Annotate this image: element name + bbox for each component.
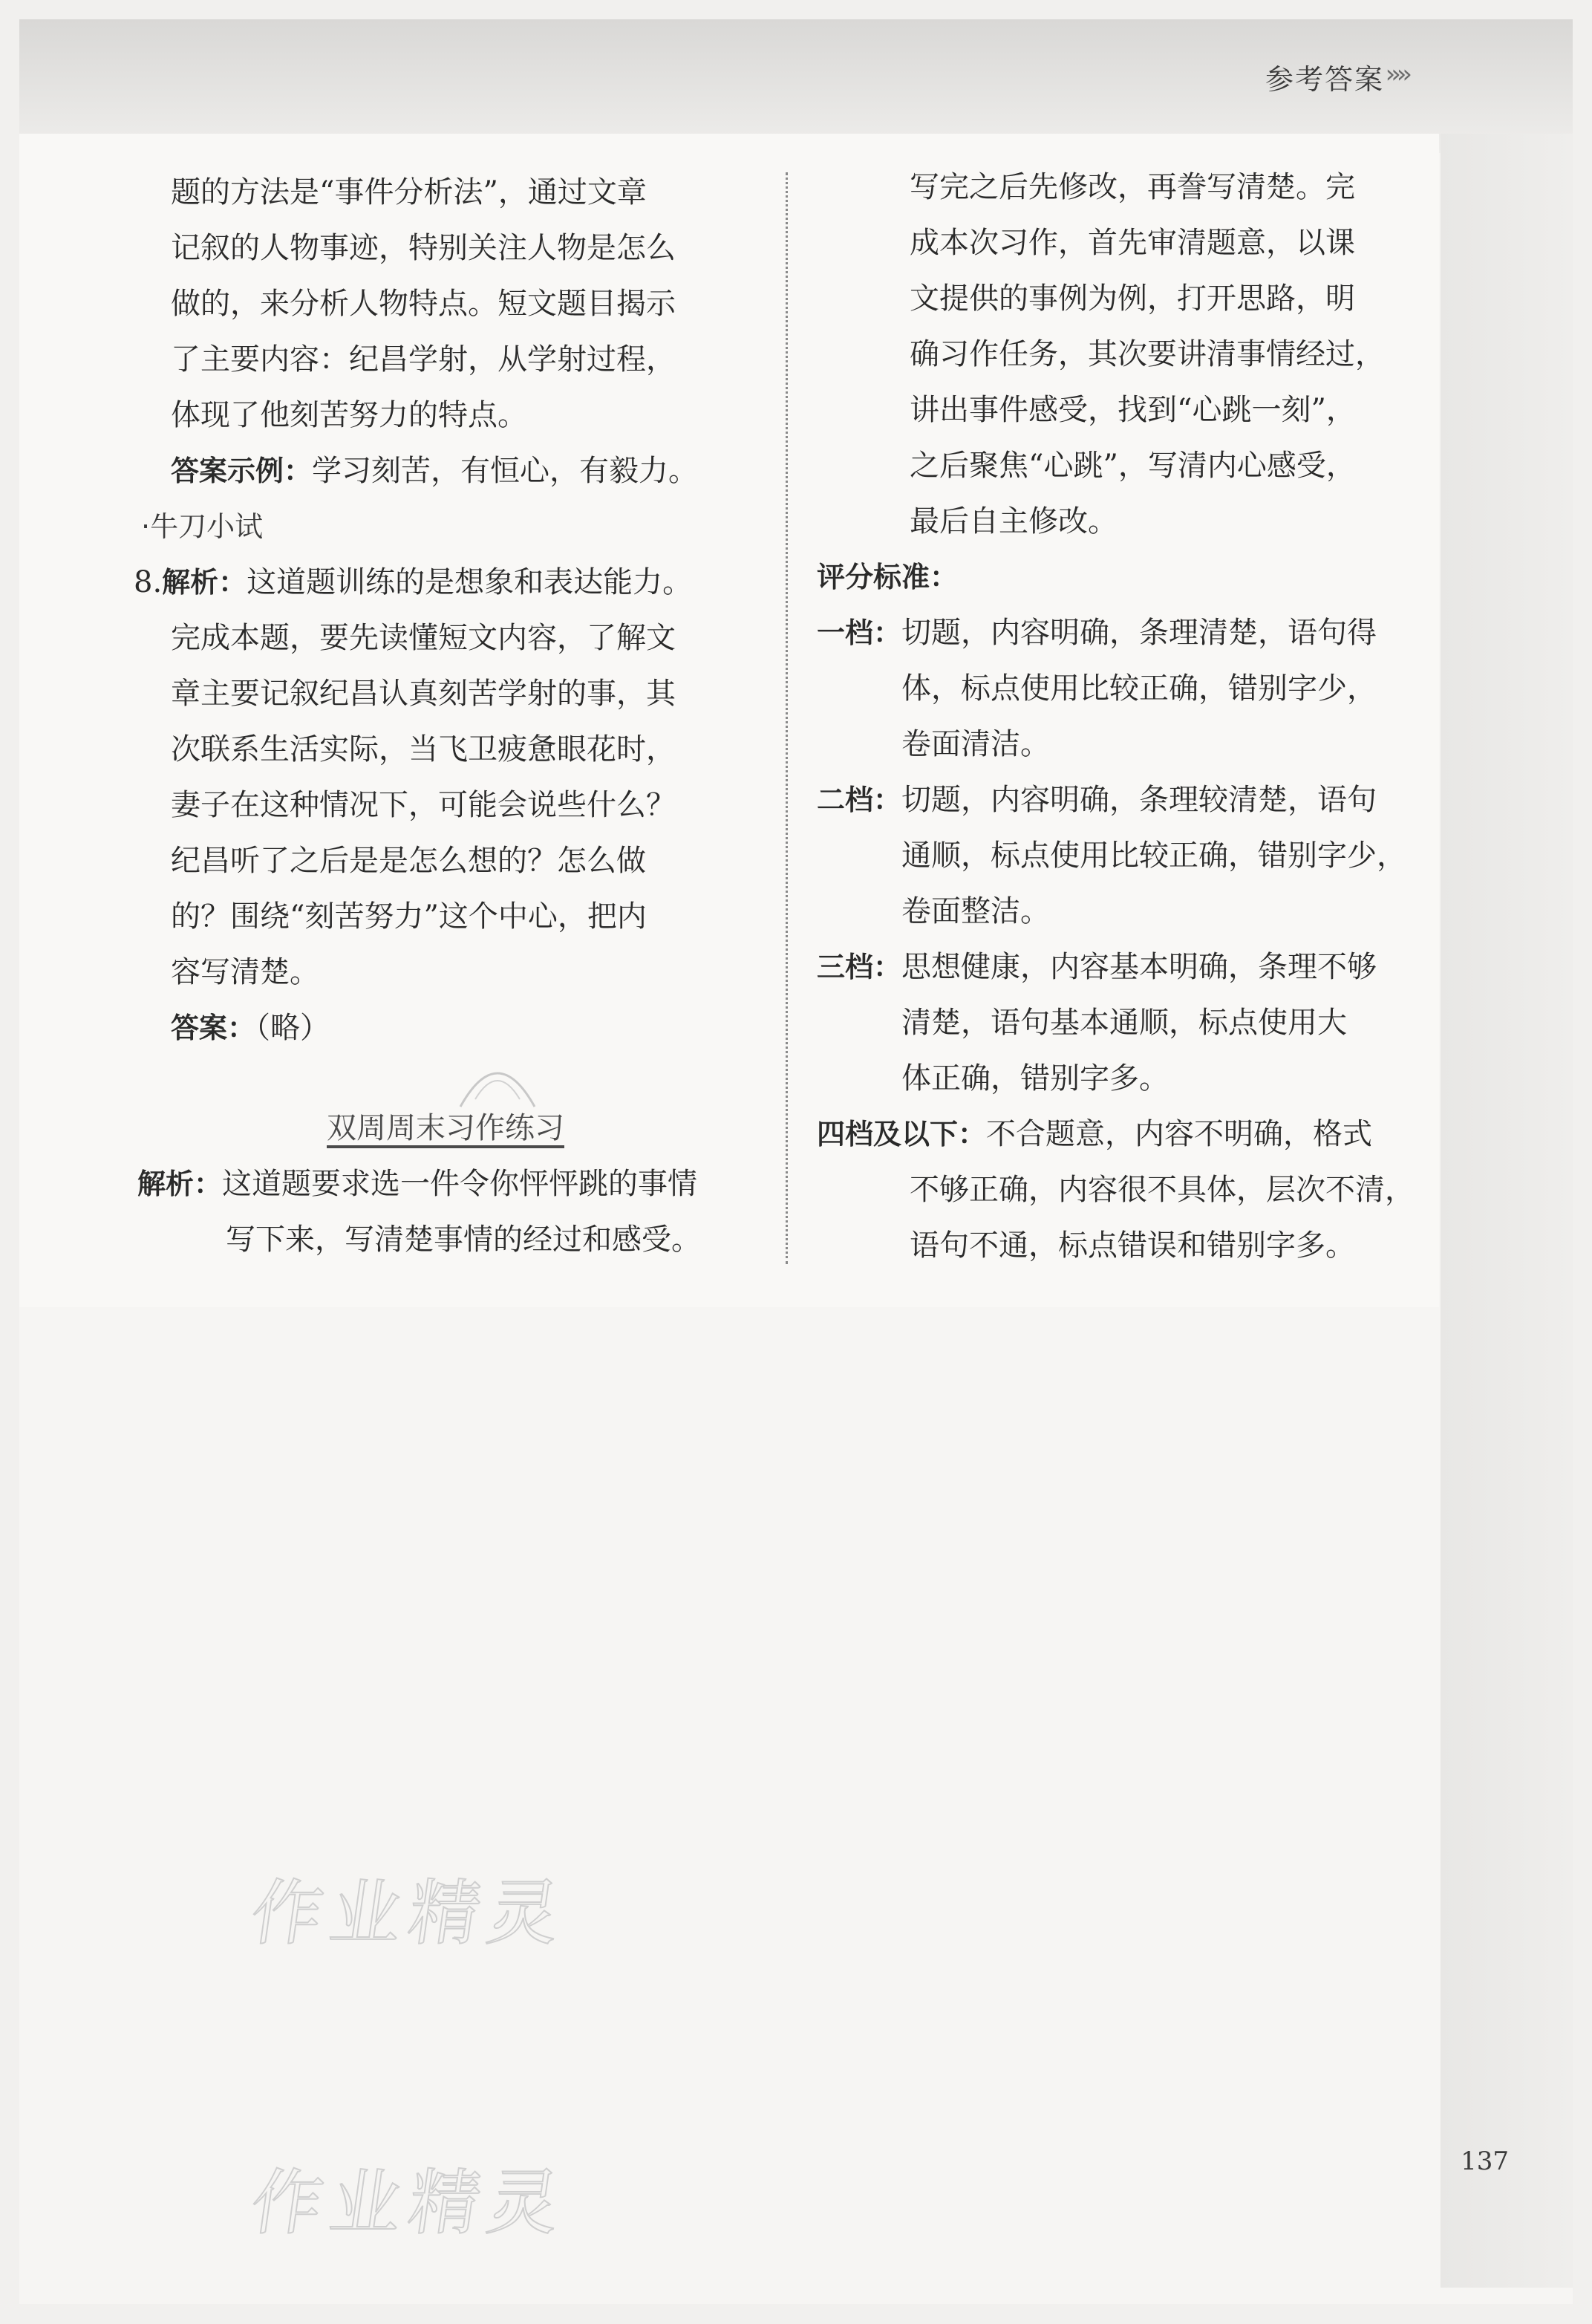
chevron-right-icon: ››››: [1385, 59, 1408, 89]
level-line: 切题，内容明确，条理较清楚，语句: [901, 783, 1377, 817]
section-bullet: ·牛刀小试: [141, 510, 264, 543]
level-line: 切题，内容明确，条理清楚，语句得: [901, 616, 1377, 650]
scoring-level-1: [817, 605, 1426, 772]
q8-line: 次联系生活实际，当飞卫疲惫眼花时，: [171, 732, 676, 766]
answer-example-text: 学习刻苦，有恒心，有毅力。: [312, 454, 699, 488]
q8-first-line: [134, 555, 765, 611]
scoring-level-2: [817, 772, 1426, 940]
continuation-line: 记叙的人物事迹，特别关注人物是怎么: [171, 231, 676, 265]
answer-example: [171, 443, 765, 499]
q8-line: 的？围绕“刻苦努力”这个中心，把内: [171, 899, 647, 934]
header-title: 参考答案: [1265, 63, 1384, 96]
level-line: 语句不通，标点错误和错别字多。: [910, 1228, 1355, 1263]
q8-line: 完成本题，要先读懂短文内容，了解文: [171, 621, 676, 655]
watermark: 作业精灵: [246, 2161, 572, 2245]
level-4-first-line: [817, 1107, 1426, 1162]
continuation-line: 了主要内容：纪昌学射，从学射过程，: [171, 342, 676, 377]
level-label: 二档：: [817, 784, 902, 816]
page-edge-strip: [1441, 134, 1573, 2288]
level-line: 体正确，错别字多。: [901, 1061, 1169, 1096]
analysis-line: 写下来，写清楚事情的经过和感受。: [226, 1223, 702, 1257]
stamp-graphic: [446, 1047, 549, 1114]
scoring-level-4: [817, 1107, 1426, 1274]
level-line: 通顺，标点使用比较正确，错别字少，: [901, 839, 1407, 873]
continuation-line: 成本次习作，首先审清题意，以课: [910, 226, 1355, 260]
q8-line: 纪昌听了之后是是怎么想的？怎么做: [171, 844, 646, 878]
continuation-line: 最后自主修改。: [910, 504, 1118, 538]
continuation-line: 文提供的事例为例，打开思路，明: [910, 281, 1355, 316]
q8-line: 章主要记叙纪昌认真刻苦学射的事，其: [171, 677, 676, 711]
column-divider: [786, 172, 788, 1264]
level-label: 四档及以下：: [817, 1118, 987, 1150]
page-number: 137: [1461, 2146, 1509, 2176]
scoring-label: 评分标准：: [817, 561, 959, 593]
answer-text: （略）: [255, 1011, 330, 1045]
continuation-line: 做的，来分析人物特点。短文题目揭示: [171, 287, 676, 321]
level-line: 清楚，语句基本通顺，标点使用大: [901, 1006, 1348, 1040]
level-label: 三档：: [817, 951, 902, 983]
answer-label: 答案：: [171, 1012, 256, 1044]
level-line: 思想健康，内容基本明确，条理不够: [901, 950, 1377, 984]
continuation-line: 确习作任务，其次要讲清事情经过，: [910, 337, 1385, 371]
level-line: 不够正确，内容很不具体，层次不清，: [910, 1173, 1415, 1207]
continuation-line: 体现了他刻苦努力的特点。: [171, 398, 527, 432]
analysis-line: 这道题要求选一件令你怦怦跳的事情: [222, 1167, 698, 1201]
continuation-line: 题的方法是“事件分析法”，通过文章: [171, 175, 647, 209]
analysis-label: 解析：: [137, 1168, 223, 1200]
q8-analysis-label: 解析：: [162, 566, 247, 599]
scoring-level-3: [817, 940, 1426, 1107]
q8-line: 妻子在这种情况下，可能会说些什么？: [171, 788, 676, 822]
continuation-line: 之后聚焦“心跳”，写清内心感受，: [910, 449, 1356, 483]
q8-line: 容写清楚。: [171, 955, 319, 989]
level-label: 一档：: [817, 616, 902, 649]
right-column: [817, 160, 1426, 1274]
answer-example-label: 答案示例：: [171, 455, 313, 487]
continuation-line: 写完之后先修改，再誊写清楚。完: [910, 170, 1355, 204]
weekend-analysis: [137, 1156, 765, 1268]
continuation-line: 讲出事件感受，找到“心跳一刻”，: [910, 393, 1356, 427]
watermark: 作业精灵: [246, 1872, 572, 1955]
question-number: 8.: [134, 565, 163, 599]
level-line: 卷面整洁。: [901, 894, 1051, 928]
level-line: 不合题意，内容不明确，格式: [986, 1117, 1373, 1151]
q8-first-text: 这道题训练的是想象和表达能力。: [247, 565, 693, 599]
section-title: 双周周末习作练习: [327, 1111, 564, 1145]
level-line: 卷面清洁。: [901, 727, 1051, 761]
level-line: 体，标点使用比较正确，错别字少，: [901, 671, 1377, 706]
